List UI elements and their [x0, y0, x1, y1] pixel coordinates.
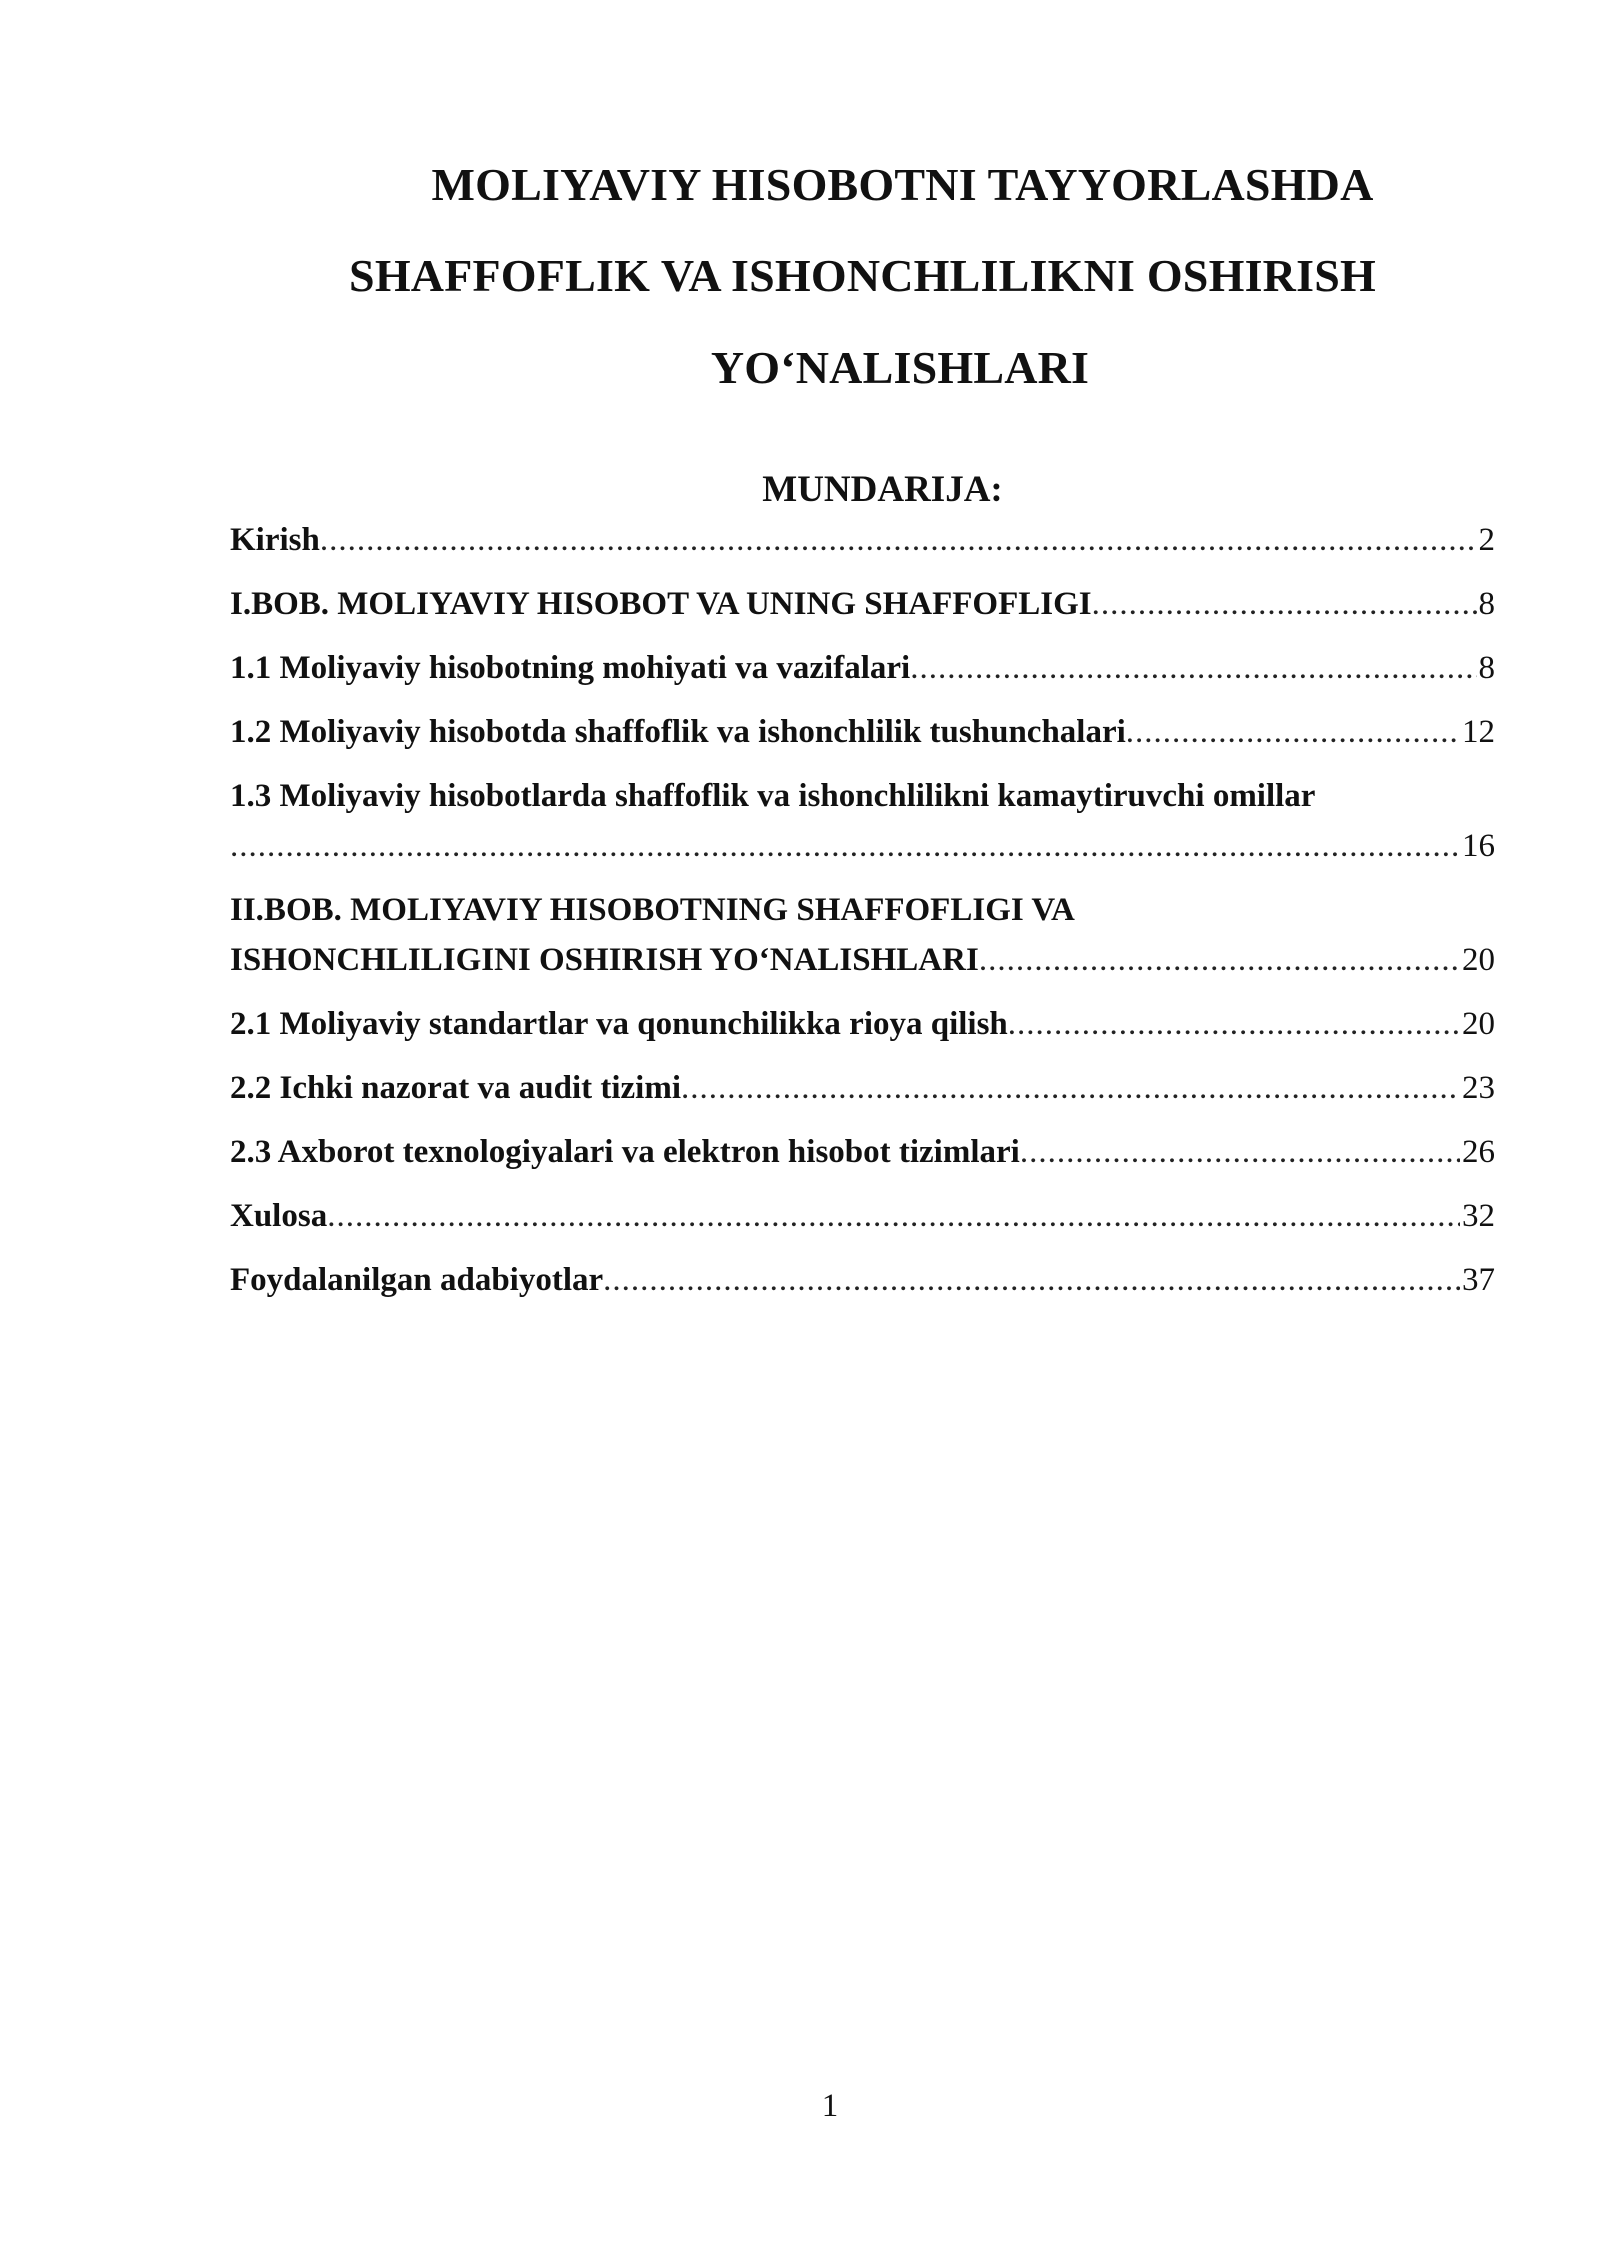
toc-entry-2-1 [230, 999, 1495, 1049]
toc-entry-continuation [230, 821, 1495, 871]
toc-entry-label: 1.2 Moliyaviy hisobotda shaffoflik va ishonchlilik tushunchalari [230, 714, 1126, 750]
toc-entry-label: Xulosa [230, 1198, 328, 1234]
toc-entry-chapter-1 [230, 579, 1495, 629]
toc-entry-kirish [230, 515, 1495, 565]
toc-entry-label: 2.1 Moliyaviy standartlar va qonunchilikka rioya qilish [230, 1006, 1008, 1042]
document-title-line-3: YO‘NALISHLARI [710, 342, 1090, 393]
toc-entry-page: 32 [1462, 1198, 1495, 1234]
toc-entry-1-2 [230, 707, 1495, 757]
toc-entry-1-1 [230, 643, 1495, 693]
toc-entry-label: 1.3 Moliyaviy hisobotlarda shaffoflik va ishonchlilikni kamaytiruvchi omillar [230, 778, 1316, 814]
toc-dot-leader [603, 1255, 1460, 1305]
toc-dot-leader [1008, 999, 1460, 1049]
toc-heading: MUNDARIJA: [762, 469, 1003, 510]
toc-entry-label: 1.1 Moliyaviy hisobotning mohiyati va vazifalari [230, 650, 911, 686]
document-title-line-2: SHAFFOFLIK VA ISHONCHLILIKNI OSHIRISH [349, 250, 1376, 301]
toc-dot-leader [1020, 1127, 1460, 1177]
toc-entry-chapter-2 [230, 885, 1495, 985]
toc-dot-leader [327, 1191, 1460, 1241]
toc-entry-page: 2 [1478, 522, 1495, 558]
toc-dot-leader [230, 821, 1460, 871]
toc-entry-page: 20 [1462, 1006, 1495, 1042]
toc-entry-label: I.BOB. MOLIYAVIY HISOBOT VA UNING SHAFFOFLIGI [230, 586, 1092, 622]
toc-dot-leader [1126, 707, 1460, 757]
toc-entry-2-3 [230, 1127, 1495, 1177]
toc-entry-page: 8 [1478, 650, 1495, 686]
toc-entry-page: 23 [1462, 1070, 1495, 1106]
toc-entry-page: 20 [1462, 942, 1495, 978]
toc-entry-label: II.BOB. MOLIYAVIY HISOBOTNING SHAFFOFLIGI VA [230, 892, 1075, 928]
page-number: 1 [821, 2088, 839, 2124]
toc-dot-leader [320, 515, 1477, 565]
toc-entry-xulosa [230, 1191, 1495, 1241]
toc-entry-page: 26 [1462, 1134, 1495, 1170]
toc-dot-leader [1092, 579, 1477, 629]
toc-entry-continuation [230, 935, 1495, 985]
toc-entry-label: 2.3 Axborot texnologiyalari va elektron hisobot tizimlari [230, 1134, 1020, 1170]
document-title-line-1: MOLIYAVIY HISOBOTNI TAYYORLASHDA [431, 159, 1374, 210]
table-of-contents [230, 515, 1495, 1319]
toc-entry-page: 8 [1478, 586, 1495, 622]
toc-entry-page: 16 [1462, 828, 1495, 864]
toc-entry-page: 37 [1462, 1262, 1495, 1298]
toc-entry-label: 2.2 Ichki nazorat va audit tizimi [230, 1070, 681, 1106]
toc-entry-label: Kirish [230, 522, 320, 558]
toc-entry-2-2 [230, 1063, 1495, 1113]
toc-dot-leader [910, 643, 1476, 693]
toc-dot-leader [681, 1063, 1460, 1113]
toc-entry-1-3 [230, 771, 1495, 871]
toc-dot-leader [979, 935, 1460, 985]
toc-entry-label-continued: ISHONCHLILIGINI OSHIRISH YO‘NALISHLARI [230, 942, 979, 978]
toc-entry-page: 12 [1462, 714, 1495, 750]
toc-entry-label: Foydalanilgan adabiyotlar [230, 1262, 604, 1298]
toc-entry-adabiyotlar [230, 1255, 1495, 1305]
